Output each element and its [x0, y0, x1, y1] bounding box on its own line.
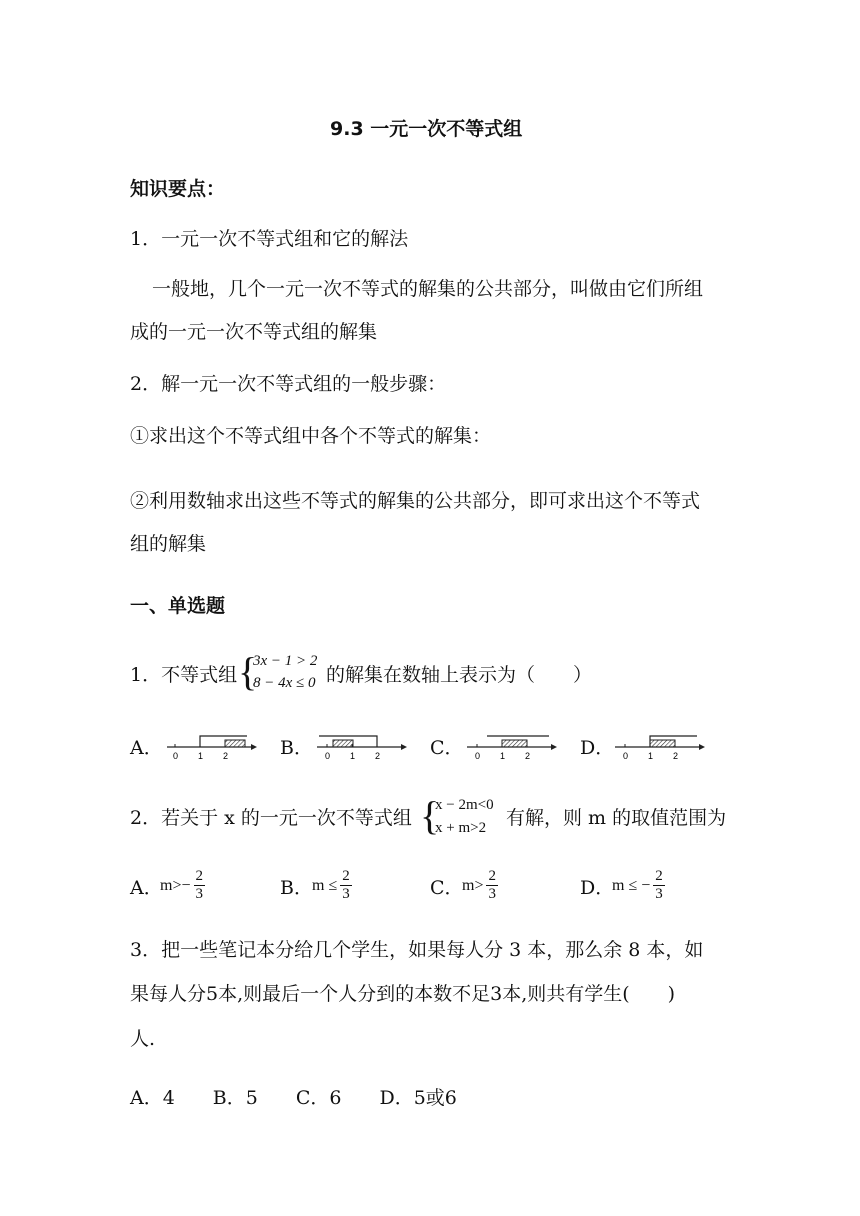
q1-option-b: B． — [280, 737, 313, 759]
q1-a-tick-1: 1 — [198, 751, 204, 761]
q1-c-tick-0: 0 — [475, 751, 481, 761]
q1-c-tick-1: 1 — [500, 751, 506, 761]
section-heading: 一、单选题 — [130, 595, 226, 617]
knowledge-paragraph-line2: 成的一元一次不等式组的解集 — [130, 321, 378, 343]
q1-option-a: A． — [130, 737, 163, 759]
q2-option-a-expr: m>− $\frac{2}{3}$ — [160, 868, 203, 902]
q2-option-c: C． — [430, 877, 464, 899]
q1-b-tick-0: 0 — [325, 751, 331, 761]
step-2-line1: ②利用数轴求出这些不等式的解集的公共部分，即可求出这个不等式 — [130, 490, 701, 512]
knowledge-point-2: 2．解一元一次不等式组的一般步骤： — [130, 373, 447, 395]
q2-option-a: A． — [130, 877, 163, 899]
q1-c-tick-2: 2 — [525, 751, 531, 761]
q1-inequality-2: 8 − 4x ≤ 0 — [253, 675, 316, 691]
q2-suffix: 有解，则 m 的取值范围为 — [506, 807, 727, 829]
q1-option-d: D． — [580, 737, 615, 759]
q3-line-1: 3．把一些笔记本分给几个学生，如果每人分 3 本，那么余 8 本，如 — [130, 939, 704, 961]
q2-option-b: B． — [280, 877, 313, 899]
step-1: ①求出这个不等式组中各个不等式的解集： — [130, 425, 492, 447]
q1-prefix: 1．不等式组 — [130, 664, 238, 686]
q1-option-b-numberline — [315, 730, 407, 762]
q3-line-2: 果每人分5本,则最后一个人分到的本数不足3本,则共有学生( ) — [130, 983, 676, 1005]
q3-options: A．4 B．5 C．6 D．5或6 — [130, 1087, 457, 1109]
knowledge-point-1: 1．一元一次不等式组和它的解法 — [130, 228, 409, 250]
q1-option-a-numberline — [165, 730, 257, 762]
q1-d-tick-1: 1 — [648, 751, 654, 761]
q1-d-tick-0: 0 — [623, 751, 629, 761]
q2-option-c-expr: m> 2 3 — [462, 868, 496, 902]
q2-option-d-expr: m ≤ − $\frac{2}{3}$ — [612, 868, 663, 902]
step-2-line2: 组的解集 — [130, 533, 207, 555]
q1-inequality-1: 3x − 1 > 2 — [253, 653, 318, 669]
q2-inequality-2: x + m>2 — [435, 820, 487, 836]
q1-suffix: 的解集在数轴上表示为（ ） — [326, 664, 593, 686]
q1-b-tick-2: 2 — [375, 751, 381, 761]
q2-brace: { — [420, 793, 440, 838]
q1-option-d-numberline — [613, 730, 705, 762]
q2-option-b-expr: m ≤ $\frac{2}{3}$ — [312, 868, 350, 902]
q1-brace: { — [238, 649, 258, 694]
q2-inequality-1: x − 2m<0 — [435, 797, 494, 813]
q1-b-tick-1: 1 — [350, 751, 356, 761]
q1-a-tick-0: 0 — [173, 751, 179, 761]
q2-option-d: D． — [580, 877, 615, 899]
q1-option-c: C． — [430, 737, 464, 759]
knowledge-heading: 知识要点： — [130, 178, 226, 200]
q2-prefix: 2．若关于 x 的一元一次不等式组 — [130, 807, 412, 829]
page-title: 9.3 一元一次不等式组 — [330, 118, 523, 140]
q1-option-c-numberline — [465, 730, 557, 762]
q3-line-3: 人. — [130, 1028, 156, 1050]
q1-a-tick-2: 2 — [223, 751, 229, 761]
knowledge-paragraph-line1: 一般地，几个一元一次不等式的解集的公共部分，叫做由它们所组 — [152, 278, 704, 300]
q1-d-tick-2: 2 — [673, 751, 679, 761]
